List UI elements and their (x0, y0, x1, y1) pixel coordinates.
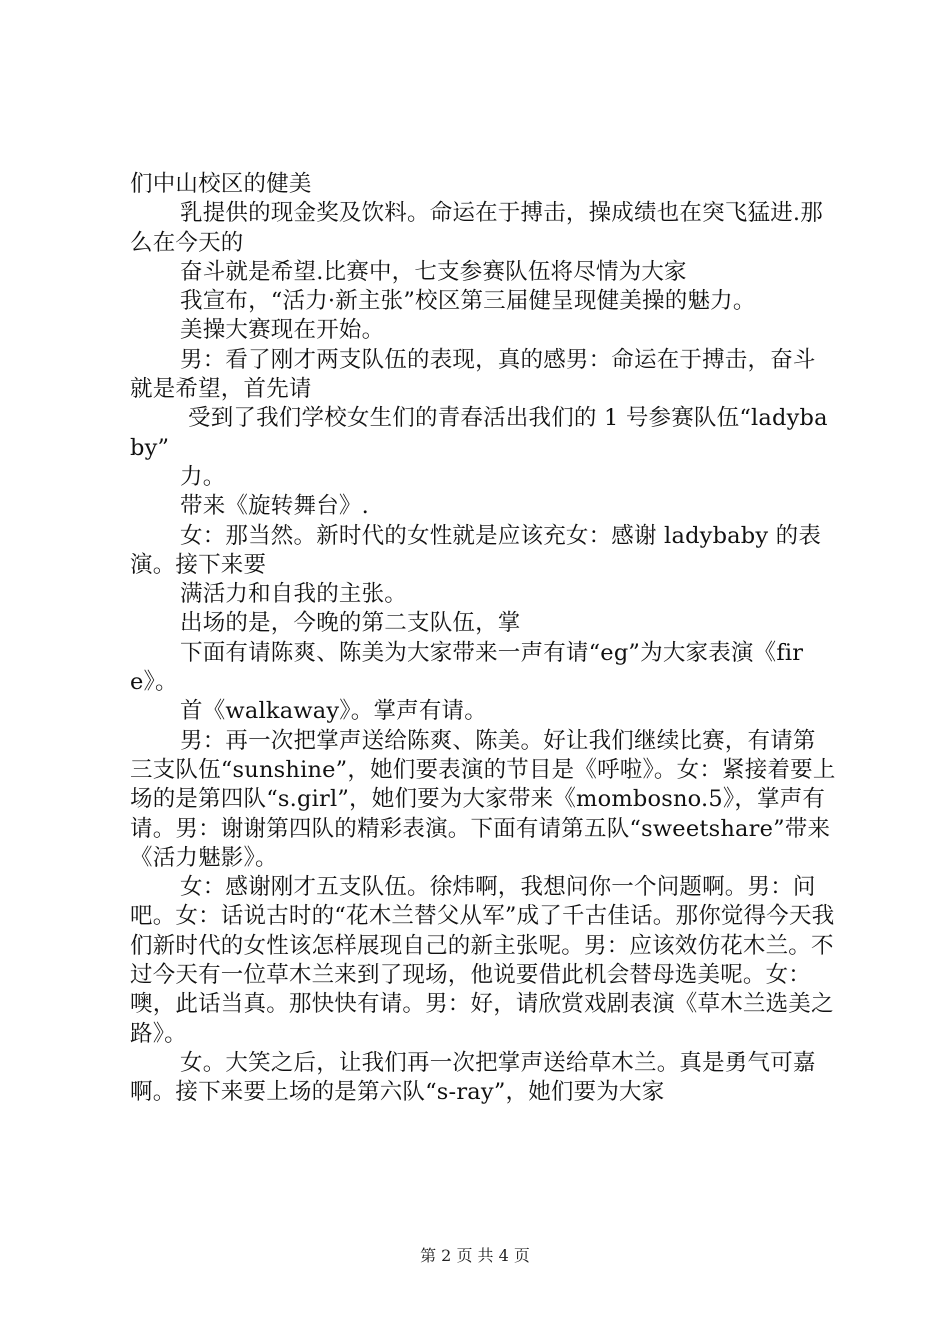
paragraph: 乳提供的现金奖及饮料。命运在于搏击，操成绩也在突飞猛进.那么在今天的 (130, 200, 823, 256)
paragraph: 美操大赛现在开始。 (180, 317, 385, 344)
paragraph: 首《walkaway》。掌声有请。 (180, 698, 487, 725)
paragraph: 们中山校区的健美 (130, 171, 312, 197)
paragraph: 男：看了刚才两支队伍的表现，真的感男：命运在于搏击，奋斗就是希望，首先请 (130, 346, 816, 403)
paragraph: 女。大笑之后，让我们再一次把掌声送给草木兰。真是勇气可嘉啊。接下来要上场的是第六队“s-ray”，她们要为大家 (130, 1049, 816, 1106)
paragraph: 力。 (180, 463, 226, 490)
paragraph: 我宣布，“活力·新主张”校区第三届健呈现健美操的魅力。 (180, 288, 756, 315)
paragraph: 下面有请陈爽、陈美为大家带来一声有请“eg”为大家表演《fire》。 (130, 639, 804, 696)
paragraph: 女：那当然。新时代的女性就是应该充女：感谢 ladybaby 的表演。接下来要 (130, 522, 822, 578)
paragraph: 出场的是，今晚的第二支队伍，掌 (180, 610, 521, 637)
paragraph: 带来《旋转舞台》. (180, 493, 369, 520)
page-number-footer: 第 2 页 共 4 页 (420, 1246, 530, 1265)
paragraph: 受到了我们学校女生们的青春活出我们的 1 号参赛队伍“ladybaby” (130, 405, 828, 461)
document-body (130, 170, 836, 1108)
paragraph: 满活力和自我的主张。 (180, 581, 408, 608)
paragraph: 女：感谢刚才五支队伍。徐炜啊，我想问你一个问题啊。男：问吧。女：话说古时的“花木兰替父从军”成了千古佳话。那你觉得今天我们新时代的女性该怎样展现自己的新主张呢。男：应该效仿花木兰。不过今天有一位草木兰来到了现场，他说要借此机会替母选美呢。女：噢，此话当真。那快快有请。男：好，请欣赏戏剧表演《草木兰选美之路》。 (130, 874, 835, 1047)
paragraph: 奋斗就是希望.比赛中，七支参赛队伍将尽情为大家 (180, 258, 687, 285)
paragraph: 男：再一次把掌声送给陈爽、陈美。好让我们继续比赛，有请第三支队伍“sunshine”，她们要表演的节目是《呼啦》。女：紧接着要上场的是第四队“s.girl”，她们要为大家带来《mombosno.5》，掌声有请。男：谢谢第四队的精彩表演。下面有请第五队“sweetshare”带来《活力魅影》。 (130, 727, 836, 871)
